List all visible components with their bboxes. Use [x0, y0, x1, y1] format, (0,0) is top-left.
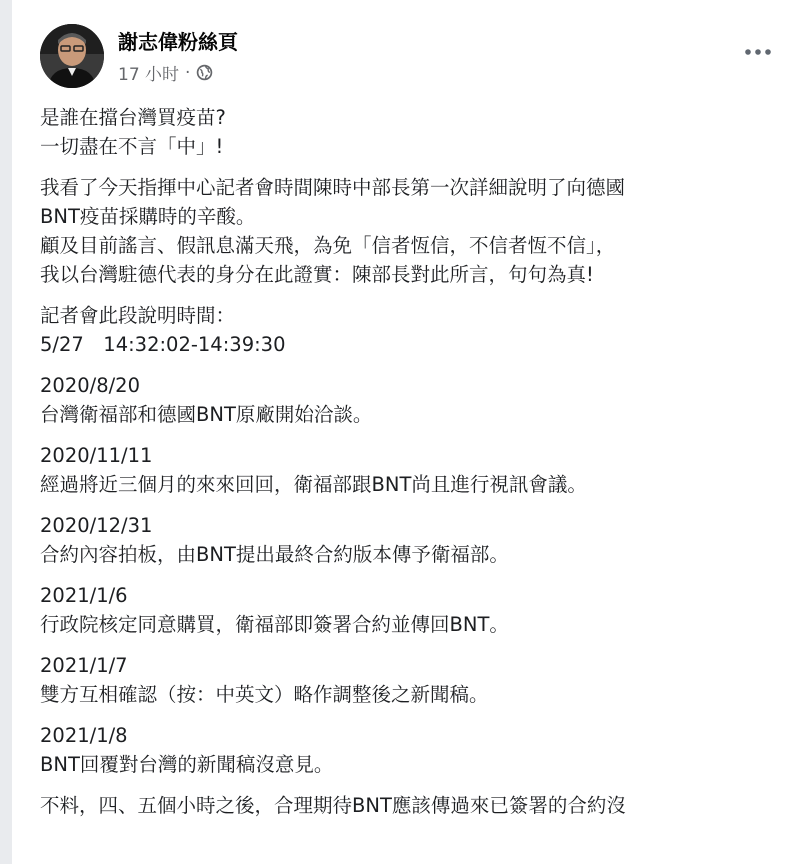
post-paragraph: [40, 511, 790, 569]
meta-separator: ·: [185, 62, 191, 83]
post-line: 我看了今天指揮中心記者會時間陳時中部長第一次詳細說明了向德國: [40, 176, 626, 199]
post-timestamp[interactable]: 17 小时: [118, 65, 180, 85]
post-line: 顧及目前謠言、假訊息滿天飛，為免「信者恆信，不信者恆不信」，: [40, 234, 616, 257]
post-paragraph: [40, 441, 790, 499]
post-line: BNT回覆對台灣的新聞稿沒意見。: [40, 753, 334, 776]
post-meta: [118, 60, 213, 85]
post-line: 我以台灣駐德代表的身分在此證實：陳部長對此所言，句句為真!: [40, 263, 594, 286]
more-options-button[interactable]: [738, 36, 778, 68]
post-line: 經過將近三個月的來來回回，衛福部跟BNT尚且進行視訊會議。: [40, 473, 587, 496]
post-line: 5/27 14:32:02-14:39:30: [40, 333, 286, 356]
post-paragraph: [40, 651, 790, 709]
author-avatar[interactable]: [40, 24, 104, 88]
post-line: 合約內容拍板，由BNT提出最終合約版本傳予衛福部。: [40, 543, 509, 566]
post-line: 2020/12/31: [40, 514, 153, 537]
post-paragraph: [40, 581, 790, 639]
post-paragraph: [40, 301, 790, 359]
post-line: 2020/8/20: [40, 374, 140, 397]
globe-icon: [196, 64, 213, 81]
post-line: 一切盡在不言「中」!: [40, 135, 224, 158]
post-line: 是誰在擋台灣買疫苗?: [40, 106, 226, 129]
post-paragraph: [40, 791, 790, 820]
post-paragraph: [40, 103, 790, 161]
post-paragraph: [40, 371, 790, 429]
more-horizontal-icon: [744, 48, 772, 56]
post-line: 不料，四、五個小時之後，合理期待BNT應該傳過來已簽署的合約沒: [40, 794, 626, 817]
post-paragraph: [40, 173, 790, 289]
post-line: 2020/11/11: [40, 444, 153, 467]
post-text: [40, 103, 790, 832]
post-line: 記者會此段說明時間：: [40, 304, 236, 327]
post-line: 台灣衛福部和德國BNT原廠開始洽談。: [40, 403, 373, 426]
post-line: 2021/1/8: [40, 724, 128, 747]
post-line: 行政院核定同意購買，衛福部即簽署合約並傳回BNT。: [40, 613, 509, 636]
page-background-left: [0, 0, 12, 864]
post-paragraph: [40, 721, 790, 779]
post-line: BNT疫苗採購時的辛酸。: [40, 205, 256, 228]
post-line: 2021/1/7: [40, 654, 128, 677]
author-name[interactable]: 謝志偉粉絲頁: [118, 30, 238, 54]
post-line: 2021/1/6: [40, 584, 128, 607]
post-line: 雙方互相確認（按：中英文）略作調整後之新聞稿。: [40, 683, 489, 706]
